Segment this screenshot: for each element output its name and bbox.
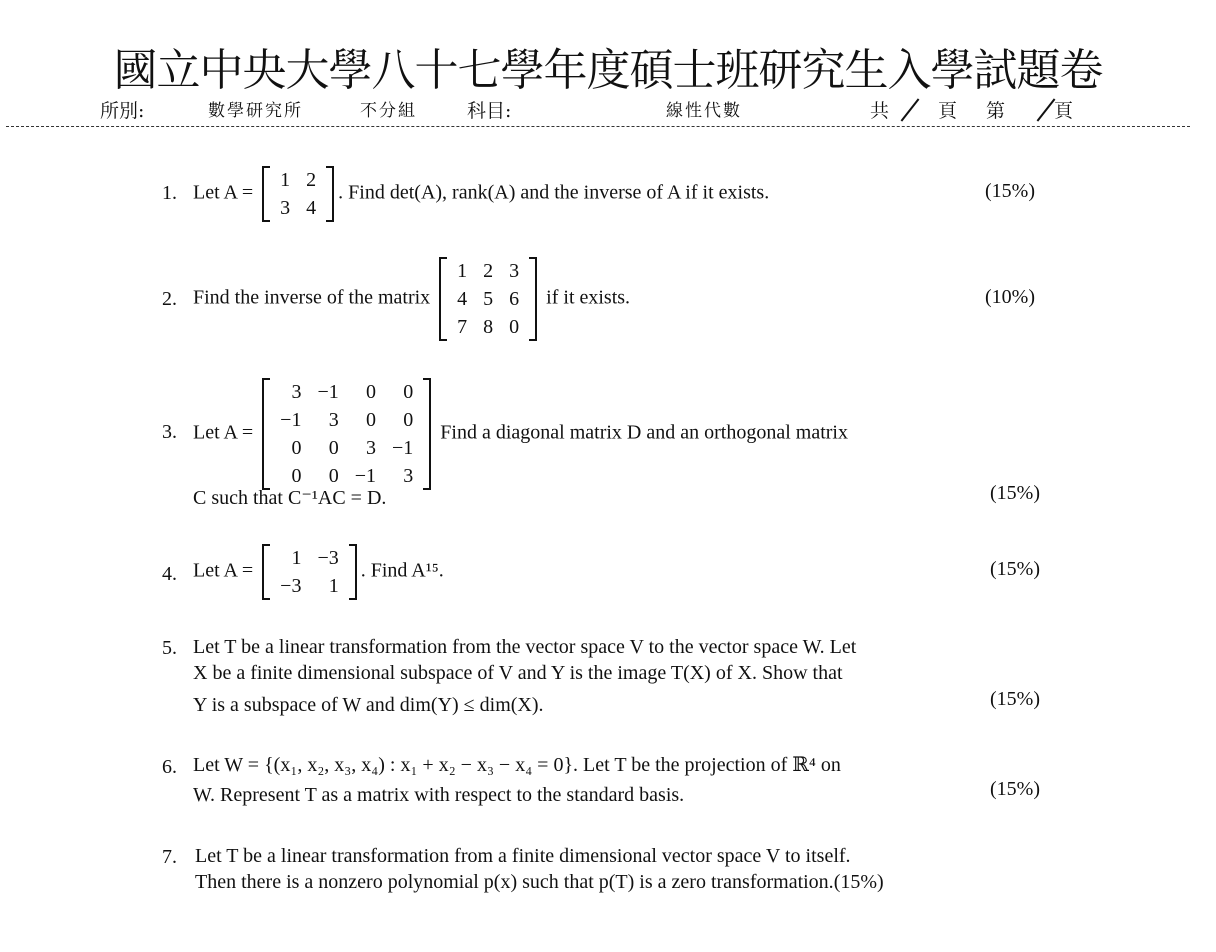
problem-7-line-1: Let T be a linear transformation from a finite dimensional vector space V to itself. xyxy=(195,845,851,867)
problem-4-text: . Find A¹⁵. xyxy=(360,559,444,582)
exam-title: 國立中央大學八十七學年度碩士班研究生入學試題卷 xyxy=(113,45,1103,96)
problem-1 xyxy=(193,166,769,222)
problem-1-matrix: 1 2 3 4 xyxy=(262,166,334,222)
dept-label: 所別: xyxy=(100,100,145,122)
problem-2-matrix: 1 2 3 4 5 6 7 8 0 xyxy=(439,257,537,341)
problem-5-line-3: Y is a subspace of W and dim(Y) ≤ dim(X). xyxy=(193,694,544,716)
problem-4 xyxy=(193,544,444,600)
problem-1-points: (15%) xyxy=(985,180,1035,202)
problem-6-line-1: Let W = {(x₁, x₂, x₃, x₄) : x₁ + x₂ − x₃ − x₄ = 0}. Let T be the projection of ℝ⁴ on xyxy=(193,754,841,776)
problem-6-line-2: W. Represent T as a matrix with respect to the standard basis. xyxy=(193,784,685,806)
header-rule xyxy=(6,126,1190,127)
problem-1-number: 1. xyxy=(162,182,177,204)
problem-7-line-2-text: Then there is a nonzero polynomial p(x) such that p(T) is a zero transformation. xyxy=(195,871,834,893)
page-label: 第 xyxy=(986,100,1006,122)
group-label: 不分組 xyxy=(360,101,417,121)
problem-7-number: 7. xyxy=(162,846,177,868)
problem-3-points: (15%) xyxy=(990,482,1040,504)
pages-total-slash xyxy=(902,98,918,120)
problem-3-matrix: 3 −1 0 0 −1 3 0 0 0 0 3 −1 0 0 −1 3 xyxy=(262,378,431,490)
problem-5-line-2: X be a finite dimensional subspace of V and Y is the image T(X) of X. Show that xyxy=(193,662,843,684)
problem-2 xyxy=(193,257,630,341)
problem-5-number: 5. xyxy=(162,637,177,659)
problem-3 xyxy=(193,378,848,490)
problem-2-points: (10%) xyxy=(985,286,1035,308)
pages-total-label: 共 xyxy=(870,100,890,122)
dept-value: 數學研究所 xyxy=(208,101,303,121)
problem-2-lead: Find the inverse of the matrix xyxy=(193,286,431,309)
problem-1-text: . Find det(A), rank(A) and the inverse of A if it exists. xyxy=(338,181,770,204)
problem-4-number: 4. xyxy=(162,563,177,585)
problem-4-lead: Let A = xyxy=(193,559,254,582)
problem-4-points: (15%) xyxy=(990,558,1040,580)
subject-label: 科目: xyxy=(467,100,512,122)
problem-2-text: if it exists. xyxy=(546,286,631,309)
problem-3-number: 3. xyxy=(162,421,177,443)
problem-3-text: Find a diagonal matrix D and an orthogonal matrix xyxy=(440,421,848,444)
subject-value: 線性代數 xyxy=(666,101,742,121)
problem-7-points: (15%) xyxy=(833,871,884,893)
problem-7-line-2 xyxy=(195,869,884,895)
problem-4-matrix: 1 −3 −3 1 xyxy=(262,544,357,600)
problem-6-points: (15%) xyxy=(990,778,1040,800)
problem-1-lead: Let A = xyxy=(193,181,254,204)
problem-5-points: (15%) xyxy=(990,688,1040,710)
problem-2-number: 2. xyxy=(162,288,177,310)
page-number-slash xyxy=(1038,98,1054,120)
problem-6-number: 6. xyxy=(162,756,177,778)
problem-3-text2: C such that C⁻¹AC = D. xyxy=(193,487,387,509)
problem-5-line-1: Let T be a linear transformation from the vector space V to the vector space W. Let xyxy=(193,636,857,658)
problem-3-lead: Let A = xyxy=(193,421,254,444)
pages-unit2: 頁 xyxy=(1054,100,1074,122)
pages-unit: 頁 xyxy=(938,100,958,122)
